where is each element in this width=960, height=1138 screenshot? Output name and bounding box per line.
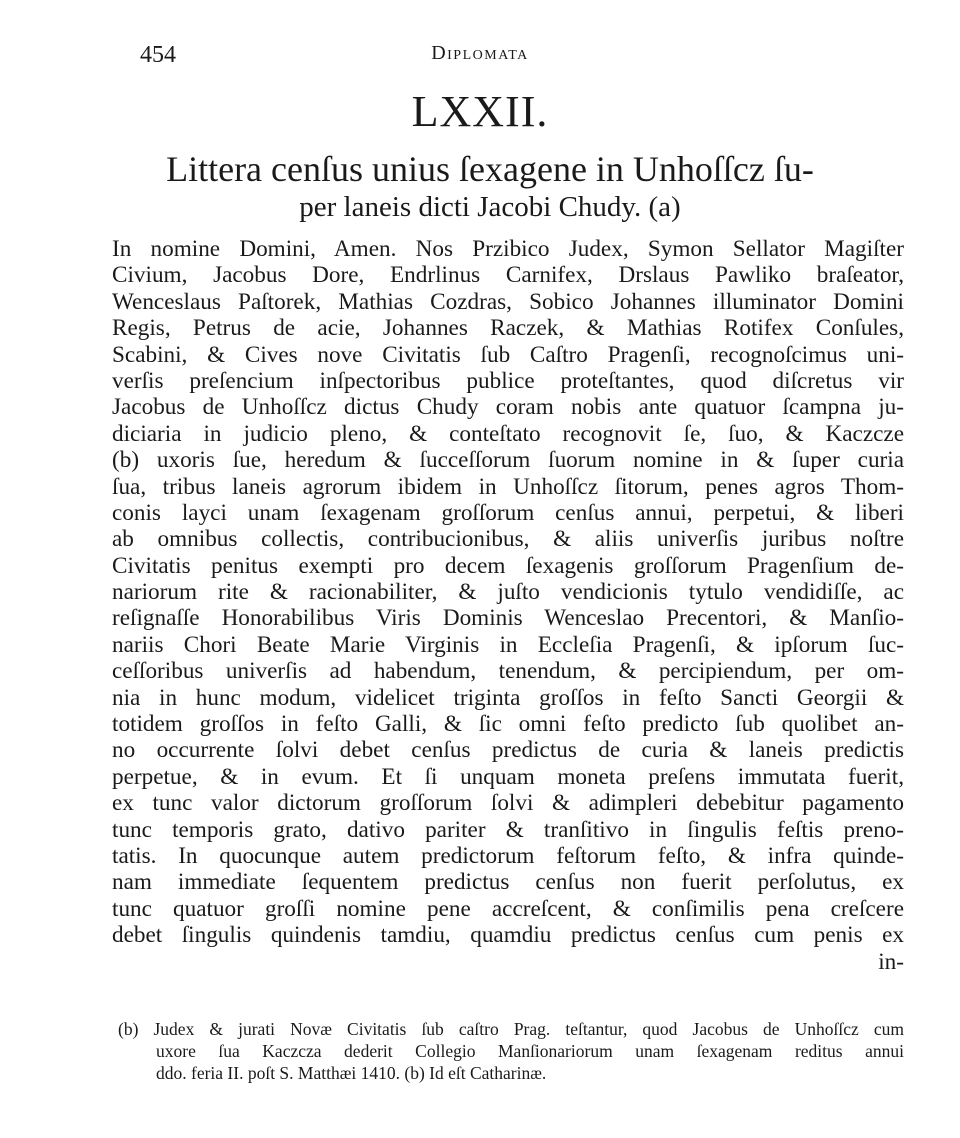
body-line: verſis preſencium inſpectoribus publice proteſtantes, quod diſcretus vir	[112, 367, 904, 394]
body-line: nariis Chori Beate Marie Virginis in Eccleſia Pragenſi, & ipſorum ſuc-	[112, 631, 904, 658]
body-line: tunc temporis grato, dativo pariter & tranſitivo in ſingulis feſtis preno-	[112, 816, 904, 843]
body-line: nariorum rite & racionabiliter, & juſto vendicionis tytulo vendidiſſe, ac	[112, 579, 904, 606]
body-line: ab omnibus collectis, contribucionibus, & aliis univerſis juribus noſtre	[112, 526, 904, 553]
body-line: conis layci unam ſexagenam groſſorum cenſus annui, perpetui, & liberi	[112, 499, 904, 526]
body-line: In nomine Domini, Amen. Nos Przibico Judex, Symon Sellator Magiſter	[112, 236, 904, 262]
body-line: perpetue, & in evum. Et ſi unquam moneta preſens immutata fuerit,	[112, 763, 904, 790]
document-body	[112, 236, 904, 975]
body-line: Scabini, & Cives nove Civitatis ſub Caſtro Pragenſi, recognoſcimus uni-	[112, 341, 904, 368]
body-line: totidem groſſos in feſto Galli, & ſic omni feſto predicto ſub quolibet an-	[112, 711, 904, 738]
body-line: tunc quatuor groſſi nomine pene accreſcent, & conſimilis pena creſcere	[112, 895, 904, 922]
running-head: Diplomata	[431, 42, 529, 64]
body-line: nia in hunc modum, videlicet triginta groſſos in feſto Sancti Georgii &	[112, 684, 904, 711]
footnote-line: ddo. feria II. poſt S. Matthæi 1410. (b) Id eſt Catharinæ.	[156, 1063, 547, 1083]
body-line: debet ſingulis quindenis tamdiu, quamdiu predictus cenſus cum penis ex	[112, 922, 904, 949]
catchword: in-	[878, 948, 904, 975]
body-line: reſignaſſe Honorabilibus Viris Dominis Wenceslao Precentori, & Manſio-	[112, 605, 904, 632]
body-line: Wenceslaus Paſtorek, Mathias Cozdras, Sobico Johannes illuminator Domini	[112, 288, 904, 315]
document-number: LXXII.	[411, 87, 549, 136]
page-number: 454	[140, 42, 176, 68]
body-line: Jacobus de Unhoſſcz dictus Chudy coram nobis ante quatuor ſcampna ju-	[112, 394, 904, 421]
body-line: Civium, Jacobus Dore, Endrlinus Carnifex, Drslaus Pawliko braſeator,	[112, 262, 904, 289]
document-title-line-1: Littera cenſus unius ſexagene in Unhoſſcz ſu-	[166, 149, 814, 189]
body-line: ſua, tribus laneis agrorum ibidem in Unhoſſcz ſitorum, penes agros Thom-	[112, 473, 904, 500]
body-line: diciaria in judicio pleno, & conteſtato recognovit ſe, ſuo, & Kaczcze	[112, 420, 904, 447]
body-line: tatis. In quocunque autem predictorum feſtorum feſto, & infra quinde-	[112, 842, 904, 869]
body-line: ex tunc valor dictorum groſſorum ſolvi & adimpleri debebitur pagamento	[112, 790, 904, 817]
body-line: Regis, Petrus de acie, Johannes Raczek, & Mathias Rotifex Conſules,	[112, 315, 904, 342]
body-line: (b) uxoris ſue, heredum & ſucceſſorum ſuorum nomine in & ſuper curia	[112, 447, 904, 474]
body-line: nam immediate ſequentem predictus cenſus non fuerit perſolutus, ex	[112, 869, 904, 896]
footnote-line: uxore ſua Kaczcza dederit Collegio Manſionariorum unam ſexagenam reditus annui	[156, 1041, 904, 1061]
body-line: Civitatis penitus exempti pro decem ſexagenis groſſorum Pragenſium de-	[112, 552, 904, 579]
body-line: no occurrente ſolvi debet cenſus predictus de curia & laneis predictis	[112, 737, 904, 764]
body-line: ceſſoribus univerſis ad habendum, tenendum, & percipiendum, per om-	[112, 658, 904, 685]
document-title-line-2: per laneis dicti Jacobi Chudy. (a)	[299, 191, 681, 223]
footnote-line: (b) Judex & jurati Novæ Civitatis ſub caſtro Prag. teſtantur, quod Jacobus de Unhoſſcz cum	[118, 1019, 904, 1039]
footnotes	[118, 1018, 904, 1084]
